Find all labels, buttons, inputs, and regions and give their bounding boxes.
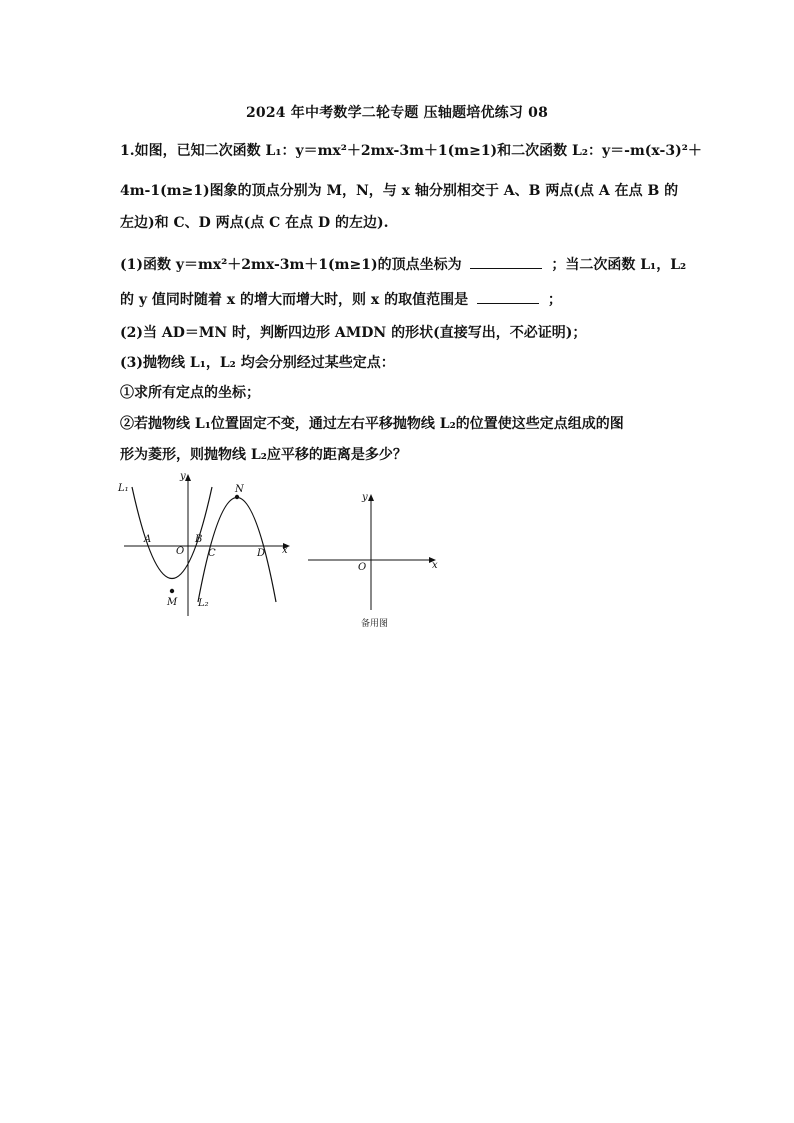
question-3-part-2-line-1: ②若抛物线 L₁位置固定不变，通过左右平移抛物线 L₂的位置使这些定点组成的图	[120, 416, 624, 432]
label-c: C	[208, 548, 216, 559]
label-origin: O	[176, 546, 185, 557]
question-1-text-b: ；当二次函数 L₁，L₂	[551, 257, 687, 273]
spare-coordinate-figure	[302, 488, 452, 633]
question-1-text-a: (1)函数 y＝mx²＋2mx-3m＋1(m≥1)的顶点坐标为	[120, 257, 462, 273]
question-3: (3)抛物线 L₁，L₂ 均会分别经过某些定点：	[120, 355, 395, 371]
problem-line-1: 1.如图，已知二次函数 L₁：y＝mx²＋2mx-3m＋1(m≥1)和二次函数 L₂：y＝-m(x-3)²＋	[120, 143, 702, 159]
label-b: B	[195, 534, 203, 545]
question-2: (2)当 AD＝MN 时，判断四边形 AMDN 的形状(直接写出，不必证明)；	[120, 325, 587, 341]
label-x: x	[282, 545, 288, 556]
spare-y-axis-arrow	[368, 494, 374, 501]
problem-line-3: 左边)和 C、D 两点(点 C 在点 D 的左边).	[120, 215, 389, 231]
parabola-l1	[132, 487, 212, 579]
vertex-m-point	[170, 589, 174, 593]
question-1-text-c: 的 y 值同时随着 x 的增大而增大时，则 x 的取值范围是	[120, 292, 469, 308]
label-y: y	[180, 471, 186, 482]
question-3-part-2-line-2: 形为菱形，则抛物线 L₂应平移的距离是多少？	[120, 447, 407, 463]
page-title: 2024 年中考数学二轮专题 压轴题培优练习 08	[245, 105, 549, 121]
spare-label-origin: O	[358, 562, 367, 573]
problem-line-2: 4m-1(m≥1)图象的顶点分别为 M，N，与 x 轴分别相交于 A、B 两点(点 A 在点 B 的	[120, 183, 679, 199]
label-d: D	[257, 548, 266, 559]
spare-label-x: x	[432, 560, 438, 571]
spare-figure-caption: 备用图	[361, 619, 389, 629]
y-axis-arrow	[185, 474, 191, 481]
answer-blank-vertex[interactable]	[470, 256, 542, 269]
label-a: A	[144, 534, 152, 545]
answer-blank-range[interactable]	[477, 291, 539, 304]
label-l1: L₁	[118, 483, 129, 494]
question-1-line-1	[120, 254, 700, 274]
label-m: M	[167, 597, 178, 608]
label-l2: L₂	[198, 598, 209, 609]
question-1-text-d: ；	[547, 292, 562, 308]
parabola-figure	[112, 470, 302, 620]
question-3-part-1: ①求所有定点的坐标；	[120, 385, 260, 401]
spare-label-y: y	[362, 492, 368, 503]
label-n: N	[235, 484, 244, 495]
vertex-n-point	[235, 495, 239, 499]
question-1-line-2	[120, 289, 700, 309]
